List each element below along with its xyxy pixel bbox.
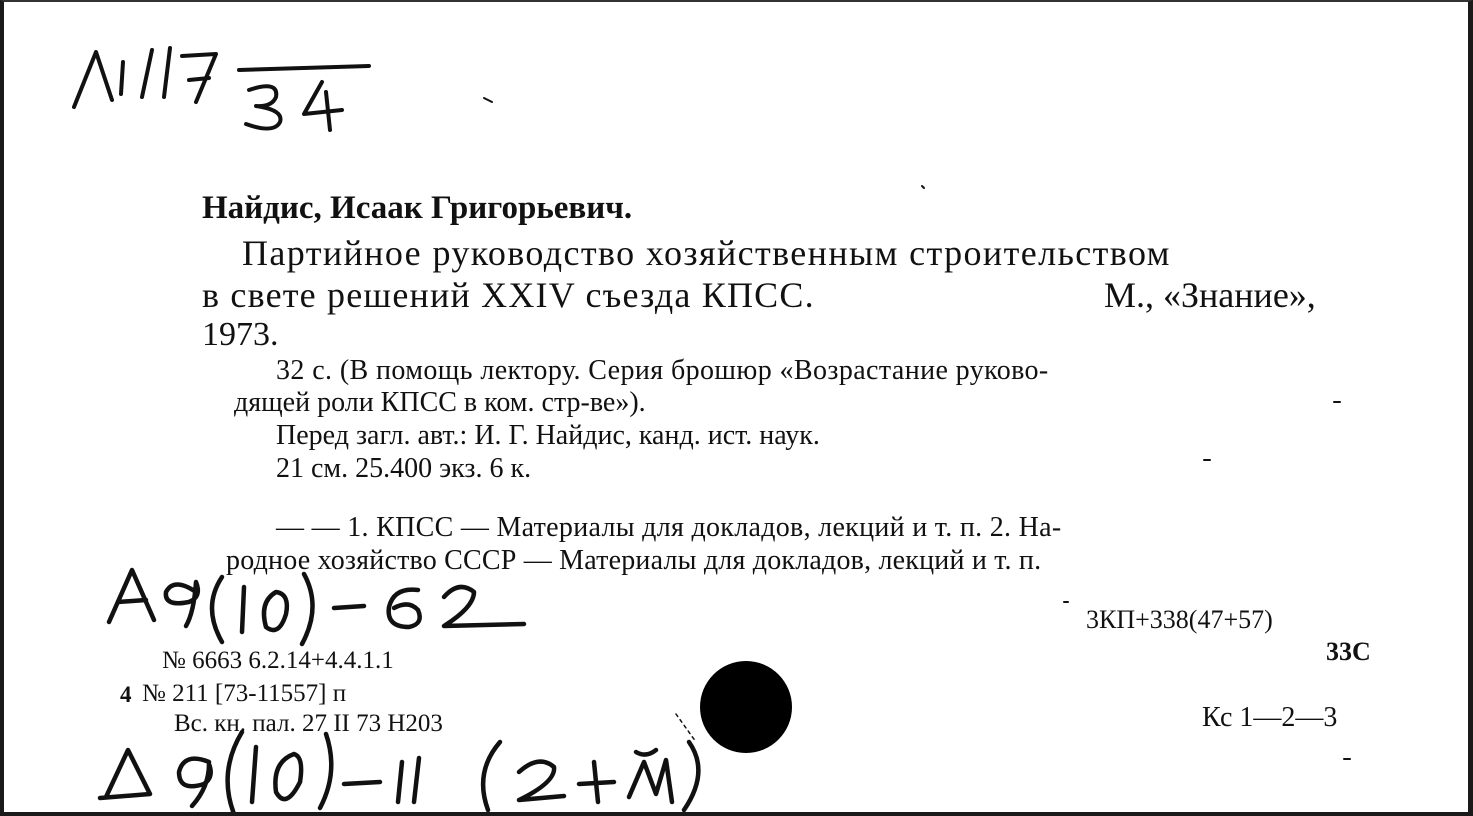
bbk-index: 3КП+338(47+57) xyxy=(1086,605,1273,634)
footer-line-2-prefix: 4 xyxy=(120,682,132,707)
handwritten-top-left-number xyxy=(74,48,216,107)
author-heading: Найдис, Исаак Григорьевич. xyxy=(202,190,633,226)
footer-line-1: № 6663 6.2.14+4.4.1.1 xyxy=(162,647,394,674)
title-line-2-right: М., «Знание», xyxy=(1104,275,1316,315)
handwritten-top-left-sub xyxy=(239,66,369,130)
footer-line-2: № 211 [73-11557] п xyxy=(142,680,347,707)
description-line-1: 32 с. (В помощь лектору. Серия брошюр «Возрастание руково- xyxy=(276,355,1049,386)
drawn-circle-mark xyxy=(676,661,792,753)
footer-line-3: Вс. кн. пал. 27 II 73 Н203 xyxy=(174,710,443,737)
author-mark: 33С xyxy=(1326,637,1371,666)
title-line-1: Партийное руководство хозяйственным строительством xyxy=(242,233,1171,273)
subject-line-2: родное хозяйство СССР — Материалы для докладов, лекций и т. п. xyxy=(226,545,1042,576)
handwritten-bottom-left-code xyxy=(100,732,698,814)
description-line-4: 21 см. 25.400 экз. 6 к. xyxy=(276,453,532,484)
subject-line-1: — — 1. КПСС — Материалы для докладов, лекций и т. п. 2. На- xyxy=(276,512,1062,543)
description-line-2: дящей роли КПСС в ком. стр-ве»). xyxy=(234,387,646,418)
kc-code: Кс 1—2—3 xyxy=(1202,702,1338,733)
handwritten-mid-left-code xyxy=(109,570,524,644)
description-line-3: Перед загл. авт.: И. Г. Найдис, канд. ист. наук. xyxy=(276,420,820,451)
publication-year: 1973. xyxy=(202,316,279,353)
title-line-2-left: в свете решений XXIV съезда КПСС. xyxy=(202,275,815,315)
